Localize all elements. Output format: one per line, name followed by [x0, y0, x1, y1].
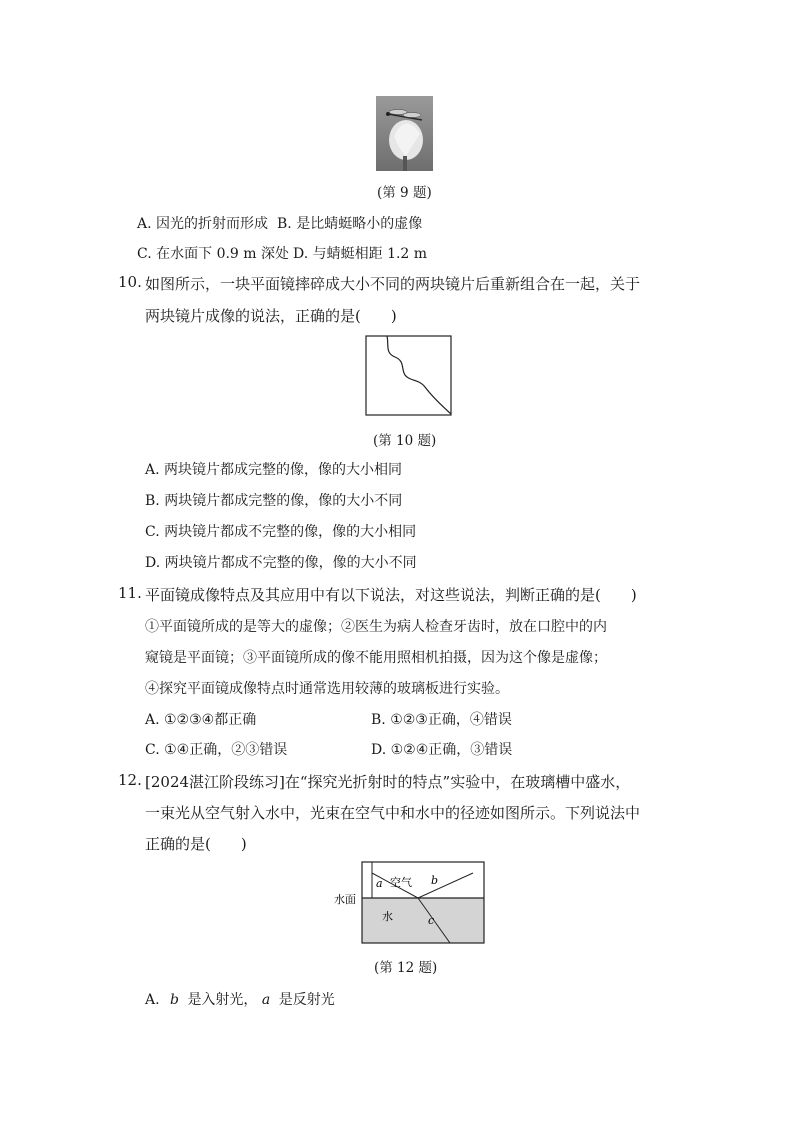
ray-b-label: b	[431, 874, 439, 887]
q9-option-d: D. 与蜻蜓相距 1.2 m	[293, 246, 428, 262]
q10-caption: (第 10 题)	[373, 433, 437, 449]
broken-mirror-diagram	[365, 335, 453, 417]
q11-statement-line2: 窥镜是平面镜；③平面镜所成的像不能用照相机拍摄，因为这个像是虚像；	[145, 650, 607, 666]
q10-option-b: B. 两块镜片都成完整的像，像的大小不同	[145, 493, 403, 509]
q12-figure	[330, 860, 490, 950]
q11-option-a: A. ①②③④都正确	[145, 712, 257, 728]
air-label: 空气	[390, 876, 412, 889]
mirror-frame	[366, 336, 451, 415]
q12-number: 12.	[118, 771, 142, 789]
q11-number: 11.	[118, 584, 142, 602]
q11-stem: 平面镜成像特点及其应用中有以下说法，对这些说法，判断正确的是( )	[145, 586, 637, 604]
q10-option-c: C. 两块镜片都成不完整的像，像的大小相同	[145, 524, 417, 540]
q12-option-a-end: 是反射光	[278, 992, 335, 1008]
q12-option-a-mid: 是入射光，	[187, 992, 258, 1008]
q11-option-c: C. ①④正确，②③错误	[145, 742, 288, 758]
ray-a-label: a	[376, 877, 383, 890]
dragonfly-lotus-image	[376, 96, 433, 171]
ray-c-label: c	[428, 914, 435, 927]
q12-caption: (第 12 题)	[374, 960, 438, 976]
q10-option-d: D. 两块镜片都成不完整的像，像的大小不同	[145, 555, 417, 571]
q12-stem-line1: [2024湛江阶段练习]在“探究光折射时的特点”实验中，在玻璃槽中盛水，	[145, 773, 631, 791]
refraction-tank-diagram	[330, 860, 490, 946]
q12-option-a-ray-a: a	[261, 992, 271, 1008]
q9-caption: (第 9 题)	[377, 185, 432, 201]
water-surface-label: 水面	[334, 893, 356, 906]
q10-stem-line1: 如图所示，一块平面镜摔碎成大小不同的两块镜片后重新组合在一起，关于	[145, 275, 641, 293]
q12-option-a-prefix: A.	[145, 992, 160, 1008]
q10-option-a: A. 两块镜片都成完整的像，像的大小相同	[145, 462, 403, 478]
ray-b	[418, 873, 473, 898]
q11-option-b: B. ①②③正确，④错误	[371, 712, 512, 728]
q9-option-c: C. 在水面下 0.9 m 深处	[137, 246, 290, 262]
q9-option-b: B. 是比蜻蜓略小的虚像	[277, 216, 423, 232]
q12-option-a-ray-b: b	[170, 992, 179, 1008]
q9-option-a: A. 因光的折射而形成	[137, 216, 269, 232]
q12-option-a	[145, 989, 335, 1009]
q9-photo	[376, 96, 433, 171]
q10-stem-line2: 两块镜片成像的说法，正确的是( )	[145, 307, 397, 325]
q10-number: 10.	[118, 273, 142, 291]
q10-figure	[365, 335, 453, 421]
q11-statement-line3: ④探究平面镜成像特点时通常选用较薄的玻璃板进行实验。	[145, 681, 509, 697]
q11-statement-line1: ①平面镜所成的是等大的虚像；②医生为病人检查牙齿时，放在口腔中的内	[145, 619, 607, 635]
water-label: 水	[382, 910, 393, 923]
q12-stem-line3: 正确的是( )	[145, 835, 247, 853]
q11-option-d: D. ①②④正确，③错误	[371, 742, 513, 758]
q12-stem-line2: 一束光从空气射入水中，光束在空气中和水中的径迹如图所示。下列说法中	[145, 804, 641, 822]
